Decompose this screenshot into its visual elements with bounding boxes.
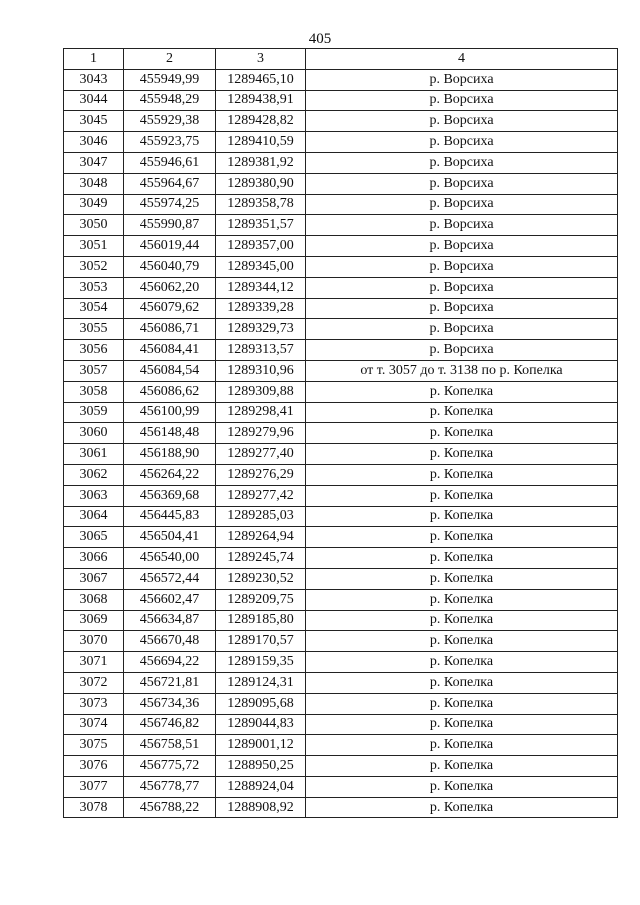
description-cell: р. Копелка <box>306 381 618 402</box>
x-coordinate-cell: 456084,54 <box>124 360 216 381</box>
y-coordinate-cell: 1289345,00 <box>216 256 306 277</box>
table-row <box>64 298 618 319</box>
description-cell: р. Ворсиха <box>306 152 618 173</box>
y-coordinate-cell: 1289329,73 <box>216 319 306 340</box>
point-number-cell: 3048 <box>64 173 124 194</box>
description-cell: р. Копелка <box>306 402 618 423</box>
table-header <box>64 49 618 70</box>
column-header-description: 4 <box>306 49 618 70</box>
y-coordinate-cell: 1289170,57 <box>216 631 306 652</box>
x-coordinate-cell: 456788,22 <box>124 797 216 818</box>
x-coordinate-cell: 456264,22 <box>124 464 216 485</box>
table-row <box>64 652 618 673</box>
point-number-cell: 3055 <box>64 319 124 340</box>
description-cell: р. Ворсиха <box>306 111 618 132</box>
description-cell: р. Копелка <box>306 548 618 569</box>
header-row <box>64 49 618 70</box>
point-number-cell: 3069 <box>64 610 124 631</box>
x-coordinate-cell: 456721,81 <box>124 672 216 693</box>
description-cell: р. Копелка <box>306 610 618 631</box>
description-cell: р. Ворсиха <box>306 340 618 361</box>
description-cell: р. Копелка <box>306 693 618 714</box>
x-coordinate-cell: 456086,71 <box>124 319 216 340</box>
description-cell: р. Копелка <box>306 631 618 652</box>
column-header-y-coordinate: 3 <box>216 49 306 70</box>
y-coordinate-cell: 1288924,04 <box>216 776 306 797</box>
table-row <box>64 132 618 153</box>
point-number-cell: 3067 <box>64 568 124 589</box>
point-number-cell: 3077 <box>64 776 124 797</box>
y-coordinate-cell: 1289264,94 <box>216 527 306 548</box>
x-coordinate-cell: 455964,67 <box>124 173 216 194</box>
point-number-cell: 3075 <box>64 735 124 756</box>
column-header-x-coordinate: 2 <box>124 49 216 70</box>
point-number-cell: 3058 <box>64 381 124 402</box>
point-number-cell: 3057 <box>64 360 124 381</box>
description-cell: р. Копелка <box>306 444 618 465</box>
column-header-point-number: 1 <box>64 49 124 70</box>
point-number-cell: 3064 <box>64 506 124 527</box>
table-row <box>64 506 618 527</box>
description-cell: р. Копелка <box>306 527 618 548</box>
point-number-cell: 3047 <box>64 152 124 173</box>
description-cell: р. Ворсиха <box>306 69 618 90</box>
table-row <box>64 111 618 132</box>
x-coordinate-cell: 456694,22 <box>124 652 216 673</box>
y-coordinate-cell: 1289279,96 <box>216 423 306 444</box>
table-row <box>64 215 618 236</box>
table-row <box>64 381 618 402</box>
table-row <box>64 797 618 818</box>
point-number-cell: 3059 <box>64 402 124 423</box>
y-coordinate-cell: 1289381,92 <box>216 152 306 173</box>
y-coordinate-cell: 1289185,80 <box>216 610 306 631</box>
point-number-cell: 3066 <box>64 548 124 569</box>
description-cell: р. Копелка <box>306 735 618 756</box>
description-cell: р. Копелка <box>306 714 618 735</box>
y-coordinate-cell: 1289358,78 <box>216 194 306 215</box>
description-cell: р. Копелка <box>306 506 618 527</box>
description-cell: р. Копелка <box>306 485 618 506</box>
table-row <box>64 152 618 173</box>
description-cell: р. Копелка <box>306 423 618 444</box>
table-row <box>64 236 618 257</box>
description-cell: р. Ворсиха <box>306 236 618 257</box>
point-number-cell: 3065 <box>64 527 124 548</box>
x-coordinate-cell: 456602,47 <box>124 589 216 610</box>
description-cell: р. Ворсиха <box>306 319 618 340</box>
y-coordinate-cell: 1289277,40 <box>216 444 306 465</box>
point-number-cell: 3076 <box>64 756 124 777</box>
description-cell: р. Копелка <box>306 589 618 610</box>
point-number-cell: 3061 <box>64 444 124 465</box>
y-coordinate-cell: 1289285,03 <box>216 506 306 527</box>
x-coordinate-cell: 456775,72 <box>124 756 216 777</box>
point-number-cell: 3072 <box>64 672 124 693</box>
point-number-cell: 3073 <box>64 693 124 714</box>
x-coordinate-cell: 455929,38 <box>124 111 216 132</box>
description-cell: р. Ворсиха <box>306 215 618 236</box>
point-number-cell: 3049 <box>64 194 124 215</box>
x-coordinate-cell: 456634,87 <box>124 610 216 631</box>
point-number-cell: 3052 <box>64 256 124 277</box>
description-cell: р. Ворсиха <box>306 90 618 111</box>
table-row <box>64 423 618 444</box>
y-coordinate-cell: 1289001,12 <box>216 735 306 756</box>
table-row <box>64 589 618 610</box>
table-row <box>64 402 618 423</box>
description-cell: р. Ворсиха <box>306 173 618 194</box>
coordinates-table <box>63 48 618 818</box>
x-coordinate-cell: 456758,51 <box>124 735 216 756</box>
y-coordinate-cell: 1289438,91 <box>216 90 306 111</box>
x-coordinate-cell: 456019,44 <box>124 236 216 257</box>
x-coordinate-cell: 455949,99 <box>124 69 216 90</box>
y-coordinate-cell: 1289351,57 <box>216 215 306 236</box>
x-coordinate-cell: 456734,36 <box>124 693 216 714</box>
point-number-cell: 3056 <box>64 340 124 361</box>
description-cell: от т. 3057 до т. 3138 по р. Копелка <box>306 360 618 381</box>
y-coordinate-cell: 1289209,75 <box>216 589 306 610</box>
y-coordinate-cell: 1289124,31 <box>216 672 306 693</box>
x-coordinate-cell: 455923,75 <box>124 132 216 153</box>
table-body <box>64 69 618 818</box>
table-row <box>64 714 618 735</box>
y-coordinate-cell: 1289230,52 <box>216 568 306 589</box>
y-coordinate-cell: 1289309,88 <box>216 381 306 402</box>
x-coordinate-cell: 456445,83 <box>124 506 216 527</box>
point-number-cell: 3054 <box>64 298 124 319</box>
table-row <box>64 610 618 631</box>
table-row <box>64 568 618 589</box>
x-coordinate-cell: 456188,90 <box>124 444 216 465</box>
table-row <box>64 319 618 340</box>
y-coordinate-cell: 1289380,90 <box>216 173 306 194</box>
y-coordinate-cell: 1289344,12 <box>216 277 306 298</box>
table-row <box>64 693 618 714</box>
y-coordinate-cell: 1289339,28 <box>216 298 306 319</box>
point-number-cell: 3045 <box>64 111 124 132</box>
point-number-cell: 3043 <box>64 69 124 90</box>
table-row <box>64 277 618 298</box>
x-coordinate-cell: 456540,00 <box>124 548 216 569</box>
x-coordinate-cell: 456086,62 <box>124 381 216 402</box>
table-row <box>64 631 618 652</box>
y-coordinate-cell: 1289465,10 <box>216 69 306 90</box>
point-number-cell: 3046 <box>64 132 124 153</box>
x-coordinate-cell: 456746,82 <box>124 714 216 735</box>
y-coordinate-cell: 1288950,25 <box>216 756 306 777</box>
description-cell: р. Копелка <box>306 756 618 777</box>
table-row <box>64 464 618 485</box>
description-cell: р. Копелка <box>306 797 618 818</box>
table-row <box>64 90 618 111</box>
table-row <box>64 69 618 90</box>
description-cell: р. Копелка <box>306 672 618 693</box>
table-row <box>64 548 618 569</box>
table-row <box>64 756 618 777</box>
y-coordinate-cell: 1289095,68 <box>216 693 306 714</box>
y-coordinate-cell: 1288908,92 <box>216 797 306 818</box>
x-coordinate-cell: 456079,62 <box>124 298 216 319</box>
x-coordinate-cell: 456062,20 <box>124 277 216 298</box>
y-coordinate-cell: 1289428,82 <box>216 111 306 132</box>
x-coordinate-cell: 456084,41 <box>124 340 216 361</box>
description-cell: р. Копелка <box>306 464 618 485</box>
page-number: 405 <box>308 31 332 47</box>
description-cell: р. Ворсиха <box>306 194 618 215</box>
x-coordinate-cell: 455946,61 <box>124 152 216 173</box>
x-coordinate-cell: 456572,44 <box>124 568 216 589</box>
description-cell: р. Ворсиха <box>306 132 618 153</box>
x-coordinate-cell: 455990,87 <box>124 215 216 236</box>
table-row <box>64 340 618 361</box>
x-coordinate-cell: 456670,48 <box>124 631 216 652</box>
y-coordinate-cell: 1289245,74 <box>216 548 306 569</box>
point-number-cell: 3074 <box>64 714 124 735</box>
table-row <box>64 776 618 797</box>
description-cell: р. Копелка <box>306 652 618 673</box>
point-number-cell: 3068 <box>64 589 124 610</box>
x-coordinate-cell: 456778,77 <box>124 776 216 797</box>
table-row <box>64 360 618 381</box>
y-coordinate-cell: 1289310,96 <box>216 360 306 381</box>
description-cell: р. Копелка <box>306 568 618 589</box>
y-coordinate-cell: 1289159,35 <box>216 652 306 673</box>
y-coordinate-cell: 1289276,29 <box>216 464 306 485</box>
point-number-cell: 3044 <box>64 90 124 111</box>
description-cell: р. Ворсиха <box>306 298 618 319</box>
point-number-cell: 3063 <box>64 485 124 506</box>
point-number-cell: 3050 <box>64 215 124 236</box>
y-coordinate-cell: 1289044,83 <box>216 714 306 735</box>
table-row <box>64 194 618 215</box>
description-cell: р. Ворсиха <box>306 256 618 277</box>
table-row <box>64 527 618 548</box>
y-coordinate-cell: 1289298,41 <box>216 402 306 423</box>
y-coordinate-cell: 1289277,42 <box>216 485 306 506</box>
x-coordinate-cell: 456100,99 <box>124 402 216 423</box>
point-number-cell: 3060 <box>64 423 124 444</box>
point-number-cell: 3071 <box>64 652 124 673</box>
y-coordinate-cell: 1289357,00 <box>216 236 306 257</box>
table-row <box>64 444 618 465</box>
description-cell: р. Копелка <box>306 776 618 797</box>
x-coordinate-cell: 456040,79 <box>124 256 216 277</box>
x-coordinate-cell: 456369,68 <box>124 485 216 506</box>
x-coordinate-cell: 455974,25 <box>124 194 216 215</box>
table-row <box>64 735 618 756</box>
x-coordinate-cell: 456504,41 <box>124 527 216 548</box>
y-coordinate-cell: 1289410,59 <box>216 132 306 153</box>
table-row <box>64 173 618 194</box>
x-coordinate-cell: 455948,29 <box>124 90 216 111</box>
point-number-cell: 3051 <box>64 236 124 257</box>
x-coordinate-cell: 456148,48 <box>124 423 216 444</box>
point-number-cell: 3078 <box>64 797 124 818</box>
y-coordinate-cell: 1289313,57 <box>216 340 306 361</box>
description-cell: р. Ворсиха <box>306 277 618 298</box>
table-row <box>64 256 618 277</box>
table-row <box>64 485 618 506</box>
point-number-cell: 3062 <box>64 464 124 485</box>
point-number-cell: 3070 <box>64 631 124 652</box>
point-number-cell: 3053 <box>64 277 124 298</box>
table-row <box>64 672 618 693</box>
